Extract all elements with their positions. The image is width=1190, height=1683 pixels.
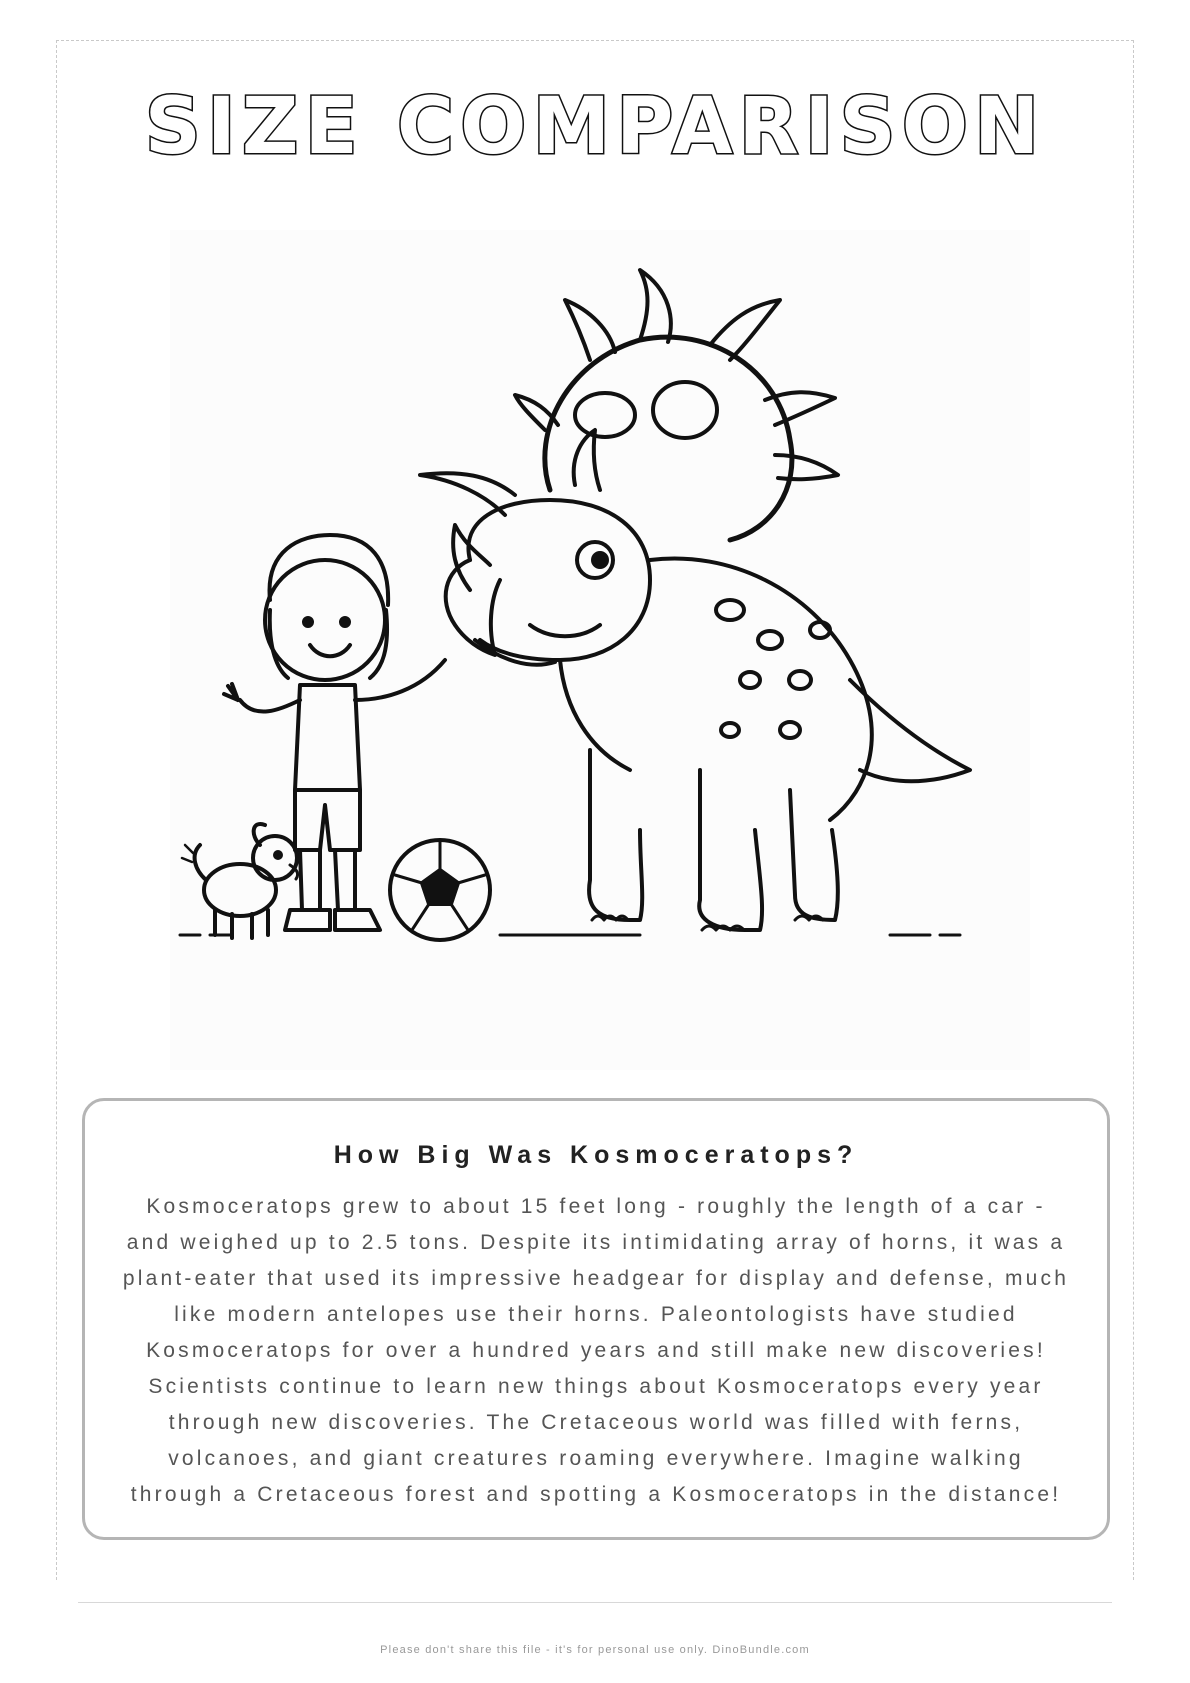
coloring-illustration (170, 230, 1030, 1070)
page-title: SIZE COMPARISON (144, 82, 1046, 172)
info-body-text: Kosmoceratops grew to about 15 feet long - roughly the length of a car - and weighed up to 2.5 tons. Despite its intimidating array of horns, it was a plant-eater that used its impressive headgear for display and defense, much like modern antelopes use their horns. Paleontologists have studied Kosmoceratops for over a hundred years and still make new discoveries! Scientists continue to learn new things about Kosmoceratops every year through new discoveries. The Cretaceous world was filled with ferns, volcanoes, and giant creatures roaming everywhere. Imagine walking through a Cretaceous forest and spotting a Kosmoceratops in the distance! (122, 1195, 1070, 1506)
dinosaur-child-illustration-icon (170, 230, 1030, 1070)
info-heading: How Big Was Kosmoceratops? (333, 1141, 859, 1169)
footer-divider (78, 1602, 1112, 1603)
info-box (82, 1098, 1110, 1540)
footer-text: Please don't share this file - it's for personal use only. DinoBundle.com (380, 1644, 810, 1656)
